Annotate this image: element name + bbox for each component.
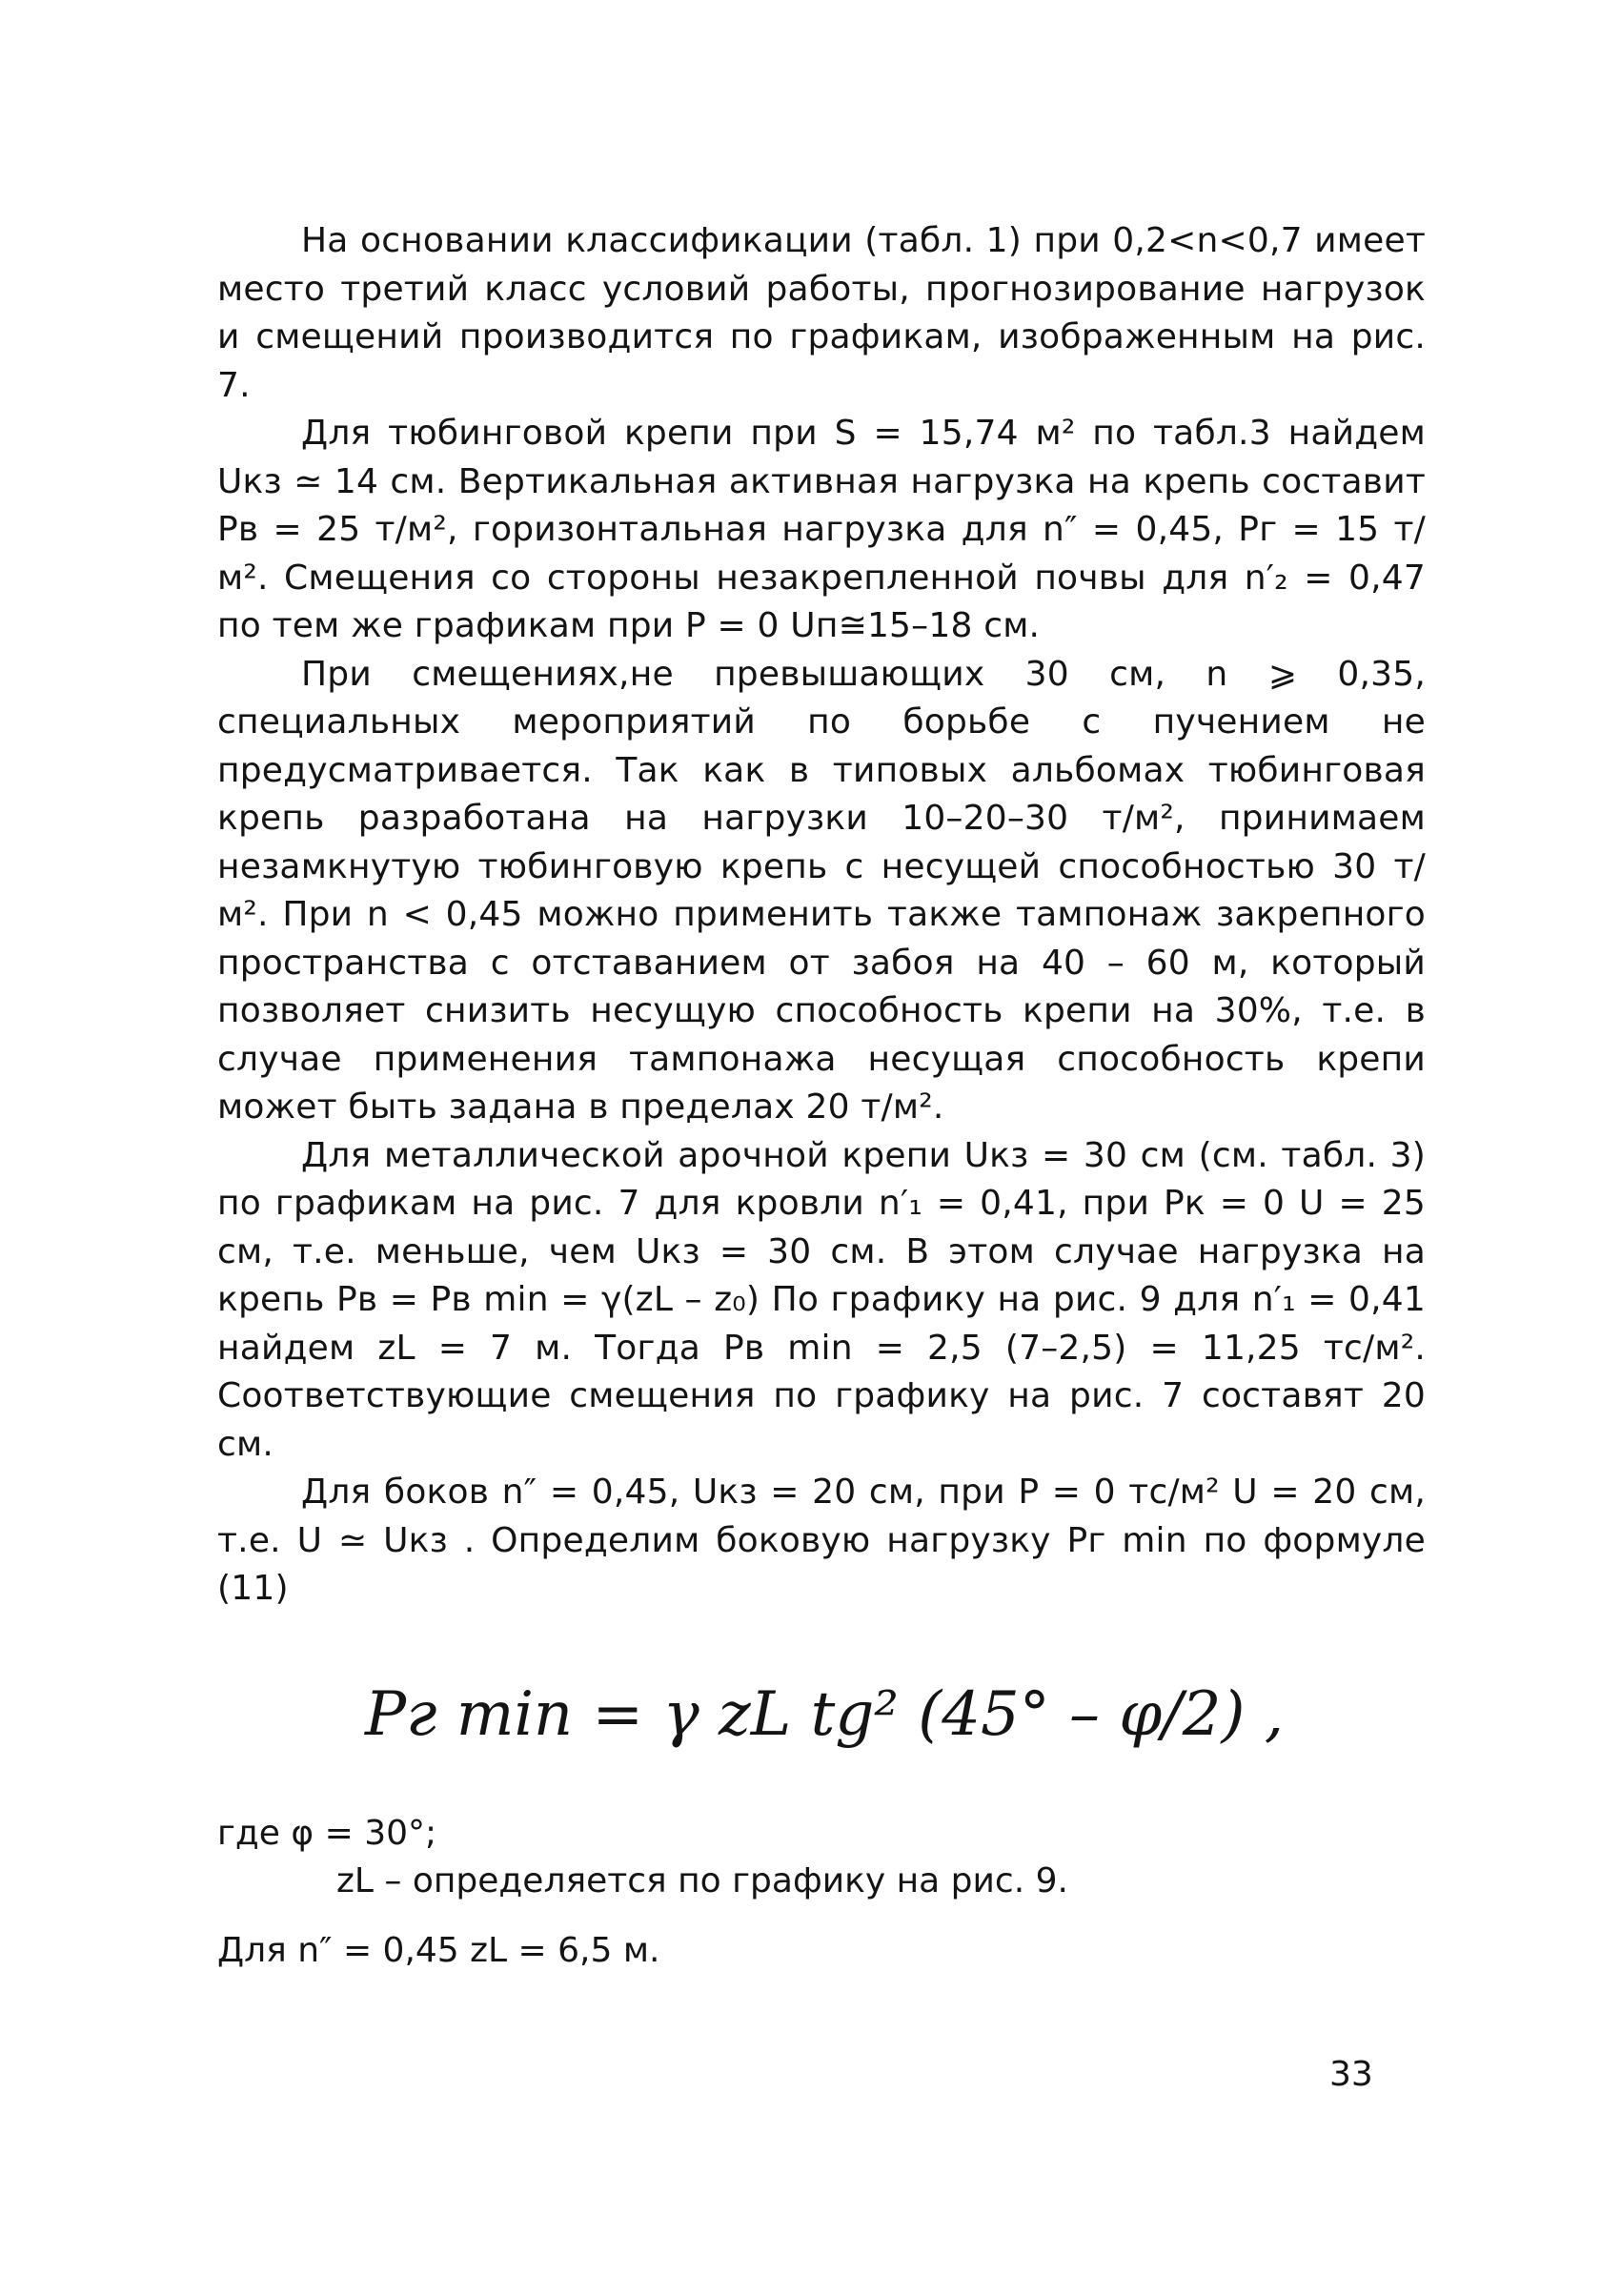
page-number: 33 bbox=[1329, 2055, 1373, 2094]
formula-legend bbox=[217, 1810, 1426, 1906]
text-body bbox=[217, 217, 1426, 1975]
legend-zl: zL – определяется по графику на рис. 9. bbox=[336, 1861, 1068, 1900]
paragraph-arch-support: Для металлической арочной крепи Uкз = 30 см (см. табл. 3) по графикам на рис. 7 для кровли n′₁ = 0,41, при Pк = 0 U = 25 см, т.е. меньше, чем Uкз = 30 см. В этом случае нагрузка на крепь Pв = Pв min = γ(zL – z₀) По графику на рис. 9 для n′₁ = 0,41 найдем zL = 7 м. Тогда Pв min = 2,5 (7–2,5) = 11,25 тс/м². Соответствующие смещения по графику на рис. 7 составят 20 см. bbox=[217, 1135, 1426, 1464]
paragraph-tubing-support: Для тюбинговой крепи при S = 15,74 м² по табл.3 найдем Uкз ≃ 14 см. Вертикальная активная нагрузка на крепь составит Pв = 25 т/м², горизонтальная нагрузка для n″ = 0,45, Pг = 15 т/м². Смещения со стороны незакрепленной почвы для n′₂ = 0,47 по тем же графикам при P = 0 Uп≅15–18 см. bbox=[217, 414, 1426, 645]
paragraph-classification: На основании классификации (табл. 1) при 0,2<n<0,7 имеет место третий класс условий работы, прогнозирование нагрузок и смещений производится по графикам, изображенным на рис. 7. bbox=[217, 221, 1426, 405]
formula-lateral-load: Pг min = γ zL tg² (45° – φ/2) , bbox=[365, 1678, 1285, 1750]
legend-phi: где φ = 30°; bbox=[217, 1813, 437, 1853]
final-line: Для n″ = 0,45 zL = 6,5 м. bbox=[217, 1930, 660, 1970]
paragraph-displacements: При смещениях,не превышающих 30 см, n ⩾ 0,35, специальных мероприятий по борьбе с пучением не предусматривается. Так как в типовых альбомах тюбинговая крепь разработана на нагрузки 10–20–30 т/м², принимаем незамкнутую тюбинговую крепь с несущей способностью 30 т/м². При n < 0,45 можно применить также тампонаж закрепного пространства с отставанием от забоя на 40 – 60 м, который позволяет снизить несущую способность крепи на 30%, т.е. в случае применения тампонажа несущая способность крепи может быть задана в пределах 20 т/м². bbox=[217, 654, 1426, 1127]
paragraph-sides: Для боков n″ = 0,45, Uкз = 20 см, при P = 0 тс/м² U = 20 см, т.е. U ≃ Uкз . Определим боковую нагрузку Pг min по формуле (11) bbox=[217, 1473, 1426, 1608]
